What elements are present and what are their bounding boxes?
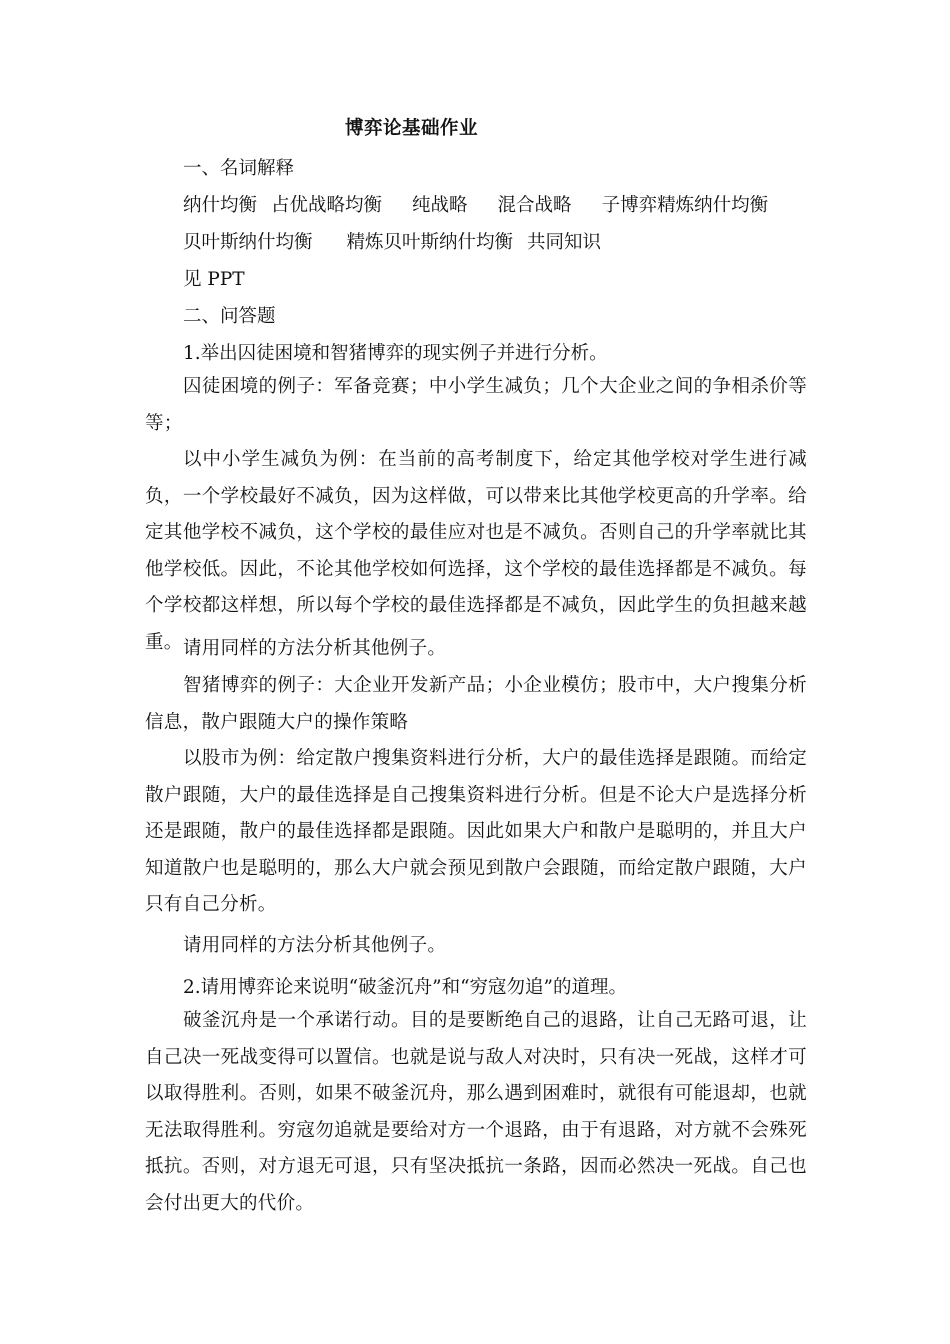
paragraph: 以中小学生减负为例：在当前的高考制度下，给定其他学校对学生进行减负，一个学校最好不减负，因为这样做，可以带来比其他学校更高的升学率。给定其他学校不减负，这个学校的最佳应对也是不减负。否则自己的升学率就比其他学校低。因此，不论其他学校如何选择，这个学校的最佳选择都是不减负。每个学校都这样想，所以每个学校的最佳选择都是不减负，因此学生的负担越来越重。 bbox=[145, 449, 807, 653]
term: 子博弈精炼纳什均衡 bbox=[601, 195, 769, 216]
paragraph: 以股市为例：给定散户搜集资料进行分析，大户的最佳选择是跟随。而给定散户跟随，大户的最佳选择是自己搜集资料进行分析。但是不论大户是选择分析还是跟随，散户的最佳选择都是跟随。因此如果大户和散户是聪明的，并且大户知道散户也是聪明的，那么大户就会预见到散户会跟随，而给定散户跟随，大户只有自己分析。 bbox=[145, 748, 807, 916]
term: 贝叶斯纳什均衡 bbox=[183, 232, 313, 253]
paragraph: 请用同样的方法分析其他例子。 bbox=[183, 935, 447, 956]
question-1: 1.举出囚徒困境和智猪博弈的现实例子并进行分析。 bbox=[183, 343, 608, 364]
term: 占优战略均衡 bbox=[271, 195, 383, 216]
paragraph: 请用同样的方法分析其他例子。 bbox=[183, 638, 447, 659]
term: 纳什均衡 bbox=[183, 195, 258, 216]
question-2: 2.请用博弈论来说明“破釜沉舟”和“穷寇勿追”的道理。 bbox=[183, 977, 627, 998]
paragraph: 破釜沉舟是一个承诺行动。目的是要断绝自己的退路，让自己无路可退，让自己决一死战变得可以置信。也就是说与敌人对决时，只有决一死战，这样才可以取得胜利。否则，如果不破釜沉舟，那么遇到困难时，就很有可能退却，也就无法取得胜利。穷寇勿追就是要给对方一个退路，由于有退路，对方就不会殊死抵抗。否则，对方退无可退，只有坚决抵抗一条路，因而必然决一死战。自己也会付出更大的代价。 bbox=[145, 1010, 807, 1214]
terms-row-2 bbox=[183, 228, 601, 254]
section1-note: 见 PPT bbox=[183, 269, 245, 290]
paragraph: 囚徒困境的例子：军备竞赛；中小学生减负；几个大企业之间的争相杀价等等； bbox=[145, 376, 807, 434]
term: 精炼贝叶斯纳什均衡 bbox=[346, 232, 514, 253]
section2-heading: 二、问答题 bbox=[183, 306, 276, 327]
term: 共同知识 bbox=[527, 232, 602, 253]
section1-heading: 一、名词解释 bbox=[183, 158, 295, 179]
document-title: 博弈论基础作业 bbox=[345, 118, 479, 139]
paragraph: 智猪博弈的例子：大企业开发新产品；小企业模仿；股市中，大户搜集分析信息，散户跟随大户的操作策略 bbox=[145, 675, 807, 733]
term: 混合战略 bbox=[497, 195, 572, 216]
term: 纯战略 bbox=[412, 195, 468, 216]
terms-row-1 bbox=[183, 191, 768, 217]
